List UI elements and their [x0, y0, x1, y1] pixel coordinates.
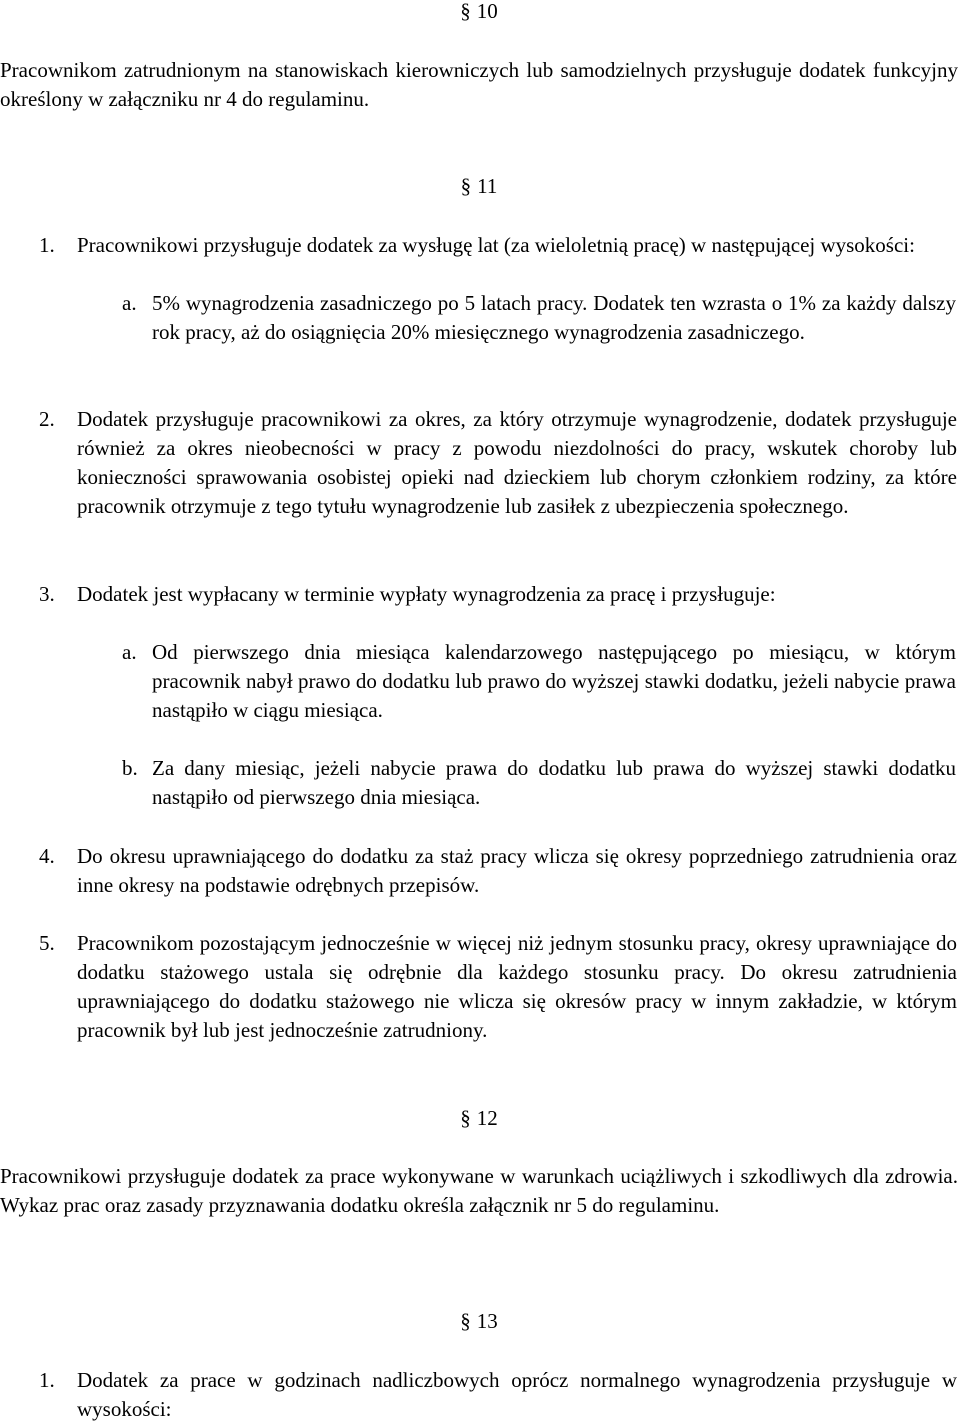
item-text: Dodatek jest wypłacany w terminie wypłaty wynagrodzenia za pracę i przysługuje: [77, 582, 776, 606]
item-number: 1. [39, 233, 55, 257]
section-10-body: Pracownikom zatrudnionym na stanowiskach kierowniczych lub samodzielnych przysługuje dodatek funkcyjny określony w załączniku nr 4 do regulaminu. [0, 58, 958, 111]
item-text: Dodatek przysługuje pracownikowi za okres, za który otrzymuje wynagrodzenie, dodatek przysługuje również za okres nieobecności w pracy z powodu niezdolności do pracy, wskutek choroby lub konieczności sprawowania osobistej opieki nad dzieckiem lub chorym członkiem rodziny, za które pracownik otrzymuje z tego tytułu wynagrodzenie lub zasiłek z ubezpieczenia społecznego. [77, 407, 957, 518]
s11-item-3-sub-b [122, 754, 956, 812]
subitem-text: 5% wynagrodzenia zasadniczego po 5 latach pracy. Dodatek ten wzrasta o 1% za każdy dalszy rok pracy, aż do osiągnięcia 20% miesięcznego wynagrodzenia zasadniczego. [152, 291, 956, 344]
item-text: Pracownikowi przysługuje dodatek za wysługę lat (za wieloletnią pracę) w następującej wysokości: [77, 233, 915, 257]
subitem-letter: a. [122, 640, 137, 664]
section-heading-13 [0, 1307, 958, 1336]
s11-item-2 [39, 405, 957, 521]
item-number: 1. [39, 1368, 55, 1392]
s11-item-4 [39, 842, 957, 900]
subitem-text: Za dany miesiąc, jeżeli nabycie prawa do dodatku lub prawa do wyższej stawki dodatku nastąpiło od pierwszego dnia miesiąca. [152, 756, 956, 809]
item-number: 3. [39, 582, 55, 606]
s11-item-1 [39, 231, 957, 260]
s11-item-5 [39, 929, 957, 1045]
section-symbol: § [460, 1309, 471, 1333]
section-number: 11 [477, 174, 498, 198]
item-text: Do okresu uprawniającego do dodatku za staż pracy wlicza się okresy poprzedniego zatrudnienia oraz inne okresy na podstawie odrębnych przepisów. [77, 844, 957, 897]
item-number: 2. [39, 407, 55, 431]
item-number: 4. [39, 844, 55, 868]
s13-item-1 [39, 1366, 957, 1424]
section-number: 12 [476, 1106, 498, 1130]
item-text: Dodatek za prace w godzinach nadliczbowych oprócz normalnego wynagrodzenia przysługuje w wysokości: [77, 1368, 957, 1421]
s11-item-3-sub-a [122, 638, 956, 725]
s11-item-3 [39, 580, 957, 609]
section-symbol: § [460, 0, 471, 23]
section-heading-11 [0, 172, 958, 201]
item-number: 5. [39, 931, 55, 955]
section-heading-12 [0, 1104, 958, 1133]
section-number: 10 [476, 0, 498, 23]
section-number: 13 [476, 1309, 498, 1333]
section-heading-10 [0, 0, 958, 26]
s11-item-1-sub-a [122, 289, 956, 347]
section-12-body: Pracownikowi przysługuje dodatek za prace wykonywane w warunkach uciążliwych i szkodliwych dla zdrowia. Wykaz prac oraz zasady przyznawania dodatku określa załącznik nr 5 do regulaminu. [0, 1164, 958, 1217]
subitem-text: Od pierwszego dnia miesiąca kalendarzowego następującego po miesiącu, w którym pracownik nabył prawo do dodatku lub prawo do wyższej stawki dodatku, jeżeli nabycie prawa nastąpiło w ciągu miesiąca. [152, 640, 956, 722]
section-symbol: § [460, 1106, 471, 1130]
subitem-letter: b. [122, 756, 138, 780]
item-text: Pracownikom pozostającym jednocześnie w więcej niż jednym stosunku pracy, okresy uprawniające do dodatku stażowego ustala się odrębnie dla każdego stosunku pracy. Do okresu zatrudnienia uprawniającego do dodatku stażowego nie wlicza się okresów pracy w innym zakładzie, w którym pracownik był lub jest jednocześnie zatrudniony. [77, 931, 957, 1042]
subitem-letter: a. [122, 291, 137, 315]
section-symbol: § [460, 174, 472, 198]
